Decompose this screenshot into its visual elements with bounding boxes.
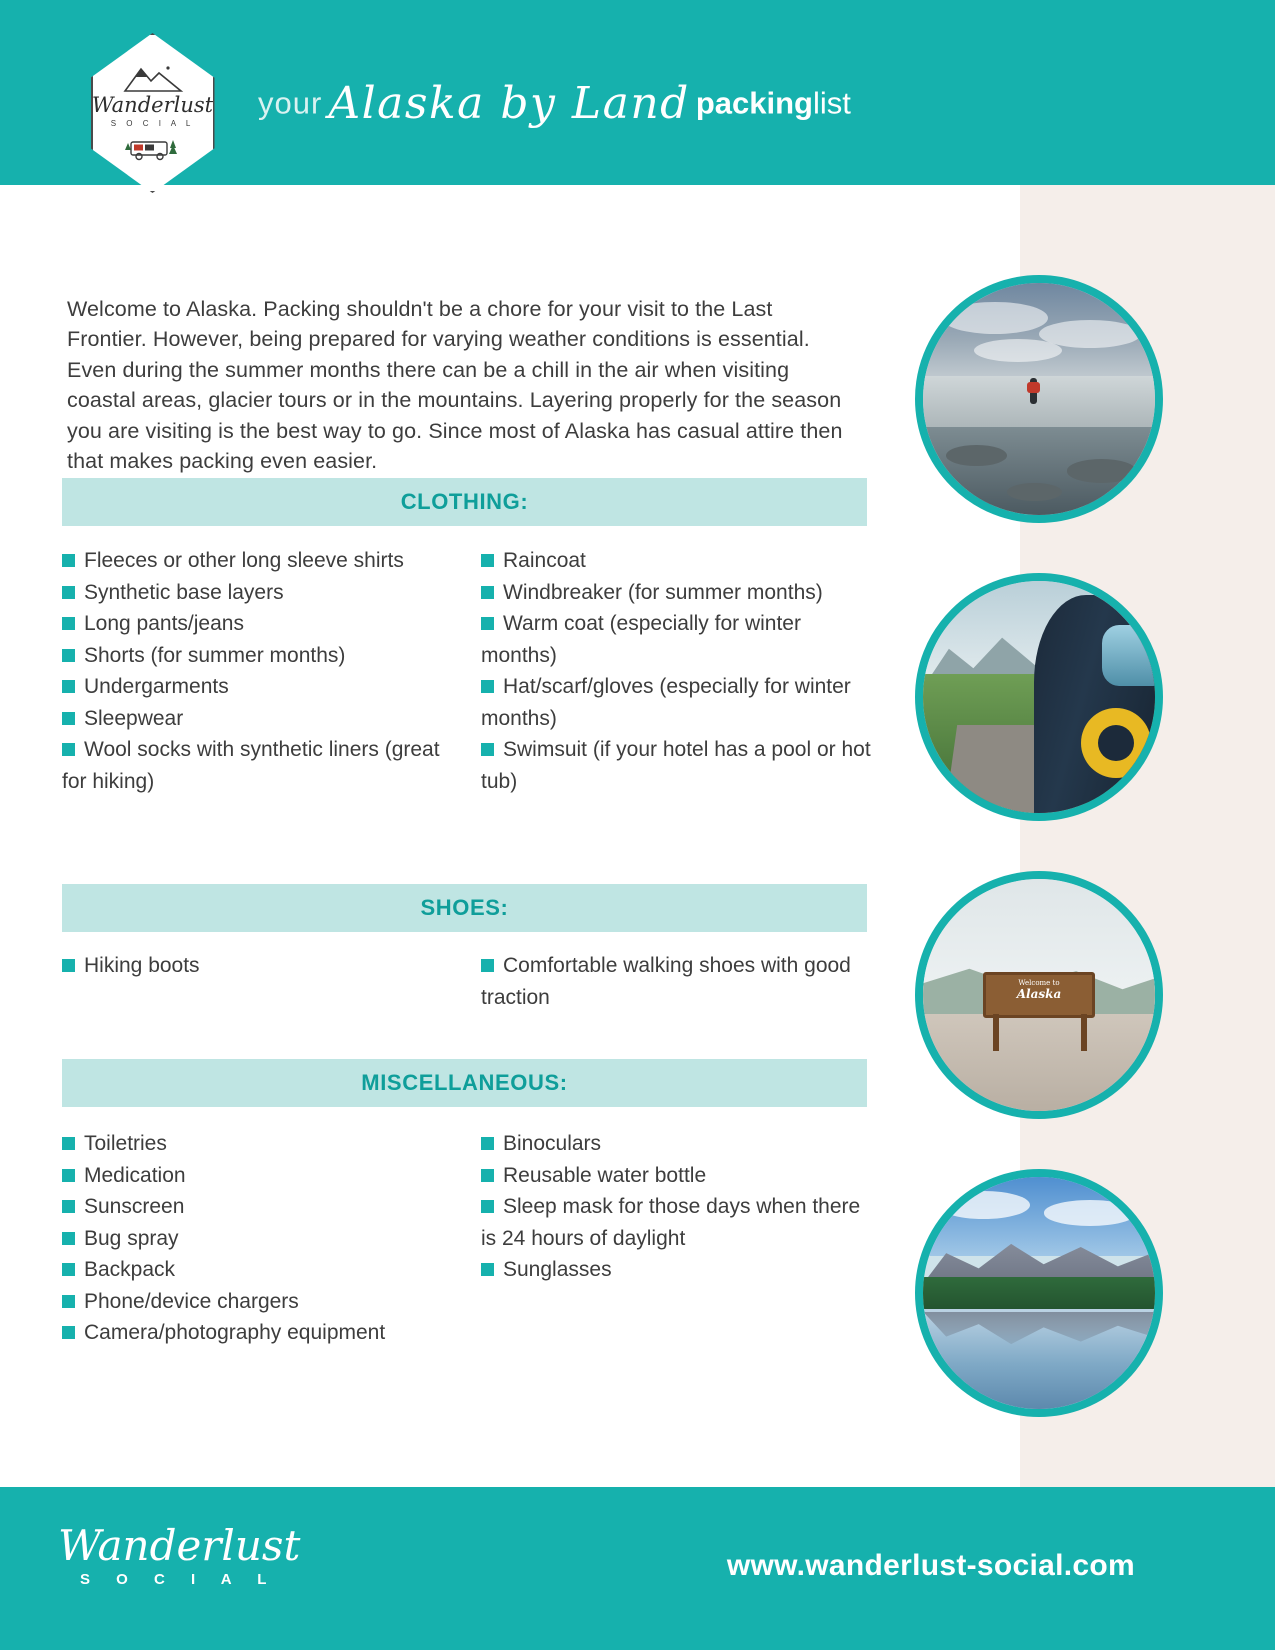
list-item-label: Swimsuit (if your hotel has a pool or hot tub) [481,738,871,793]
section-title: SHOES: [420,895,509,920]
checkbox-icon[interactable] [62,1263,75,1276]
list-item[interactable] [62,545,462,577]
checkbox-icon[interactable] [62,1326,75,1339]
mountain-lake-reflection-photo [915,1169,1163,1417]
list-item[interactable] [62,1254,462,1286]
list-item-label: Windbreaker (for summer months) [503,580,823,604]
list-item[interactable] [481,608,881,671]
list-item-label: Warm coat (especially for winter months) [481,612,801,667]
shoes-right-column [481,950,881,1013]
checkbox-icon[interactable] [62,617,75,630]
list-item[interactable] [62,1160,462,1192]
list-item[interactable] [481,734,881,797]
logo-subtitle: S O C I A L [110,118,195,128]
list-item[interactable] [62,1128,462,1160]
list-item[interactable] [62,1191,462,1223]
checkbox-icon[interactable] [481,1200,494,1213]
list-item[interactable] [481,1128,881,1160]
list-item[interactable] [481,577,881,609]
section-title: MISCELLANEOUS: [361,1070,568,1095]
checkbox-icon[interactable] [62,959,75,972]
list-item-label: Sleepwear [84,706,184,730]
checkbox-icon[interactable] [62,743,75,756]
checkbox-icon[interactable] [481,743,494,756]
list-item[interactable] [62,703,462,735]
checkbox-icon[interactable] [62,1232,75,1245]
checkbox-icon[interactable] [481,554,494,567]
list-item-label: Phone/device chargers [84,1289,299,1313]
section-header-shoes [62,884,867,932]
list-item-label: Fleeces or other long sleeve shirts [84,549,404,572]
checkbox-icon[interactable] [62,649,75,662]
intro-paragraph: Welcome to Alaska. Packing shouldn't be a chore for your visit to the Last Frontier. However, being prepared for varying weather conditions is essential. Even during the summer months there can be a chill in the air when visiting coastal areas, glacier tours or in the mountains. Layering properly for the season you are visiting is the best way to go. Since most of Alaska has casual attire then that makes packing even easier. [67,296,843,473]
footer-website-url[interactable]: www.wanderlust-social.com [726,1549,1135,1582]
footer-logo-wordmark: Wanderlust [58,1521,301,1570]
clothing-left-column [62,545,462,797]
list-item[interactable] [62,1223,462,1255]
header-destination: Alaska by Land [328,78,690,129]
list-item[interactable] [481,1191,881,1254]
section-header-clothing [62,478,867,526]
list-item-label: Medication [84,1163,186,1187]
checkbox-icon[interactable] [481,1137,494,1150]
alaska-train-photo [915,573,1163,821]
header-list-label: list [812,85,851,121]
footer-logo [58,1523,300,1588]
list-item[interactable] [62,577,462,609]
page-title [258,78,851,129]
list-item-label: Synthetic base layers [84,580,284,604]
clothing-right-column [481,545,881,797]
checkbox-icon[interactable] [62,680,75,693]
shoes-left-column [62,950,462,982]
list-item[interactable] [62,1317,462,1349]
glacier-hiker-photo [915,275,1163,523]
list-item[interactable] [62,640,462,672]
checkbox-icon[interactable] [481,1169,494,1182]
list-item[interactable] [62,734,462,797]
list-item-label: Hat/scarf/gloves (especially for winter months) [481,675,851,730]
list-item-label: Wool socks with synthetic liners (great for hiking) [62,738,440,793]
camper-van-icon [123,134,183,164]
list-item-label: Long pants/jeans [84,612,244,635]
checkbox-icon[interactable] [481,586,494,599]
checkbox-icon[interactable] [62,586,75,599]
mountain-icon [121,63,185,93]
list-item-label: Raincoat [503,549,586,572]
sign-main-text: Alaska [1016,986,1062,1001]
welcome-to-alaska-sign-photo [915,871,1163,1119]
list-item-label: Reusable water bottle [503,1163,707,1187]
logo-wordmark: Wanderlust [91,92,214,117]
checkbox-icon[interactable] [481,1263,494,1276]
list-item-label: Binoculars [503,1132,602,1155]
sign-top-text: Welcome to [1018,978,1060,987]
checkbox-icon[interactable] [62,1169,75,1182]
list-item-label: Sunglasses [503,1258,612,1281]
list-item[interactable] [62,1286,462,1318]
list-item[interactable] [62,608,462,640]
footer-logo-subtitle: S O C I A L [80,1571,278,1588]
list-item[interactable] [481,1160,881,1192]
section-title: CLOTHING: [400,489,529,514]
list-item[interactable] [481,950,881,1013]
list-item-label: Sleep mask for those days when there is 24 hours of daylight [481,1195,861,1250]
brand-logo-badge [85,18,220,208]
list-item[interactable] [481,1254,881,1286]
checkbox-icon[interactable] [481,959,494,972]
list-item-label: Undergarments [84,675,229,698]
section-header-miscellaneous [62,1059,867,1107]
checkbox-icon[interactable] [481,617,494,630]
checkbox-icon[interactable] [62,1137,75,1150]
misc-left-column [62,1128,462,1349]
checkbox-icon[interactable] [481,680,494,693]
list-item-label: Camera/photography equipment [84,1321,386,1344]
list-item-label: Toiletries [84,1132,167,1155]
page-footer [0,1487,1275,1650]
list-item-label: Sunscreen [84,1195,185,1218]
header-packing-label: packing [695,85,813,121]
list-item-label: Shorts (for summer months) [84,643,346,667]
misc-right-column [481,1128,881,1286]
checkbox-icon[interactable] [62,1200,75,1213]
list-item[interactable] [481,671,881,734]
list-item-label: Backpack [84,1258,176,1281]
list-item-label: Hiking boots [84,954,200,977]
list-item[interactable] [62,950,462,982]
list-item[interactable] [481,545,881,577]
header-your-label: your [258,85,323,121]
checkbox-icon[interactable] [62,554,75,567]
list-item-label: Comfortable walking shoes with good traction [481,954,851,1009]
list-item[interactable] [62,671,462,703]
checkbox-icon[interactable] [62,712,75,725]
checkbox-icon[interactable] [62,1295,75,1308]
list-item-label: Bug spray [84,1226,179,1250]
